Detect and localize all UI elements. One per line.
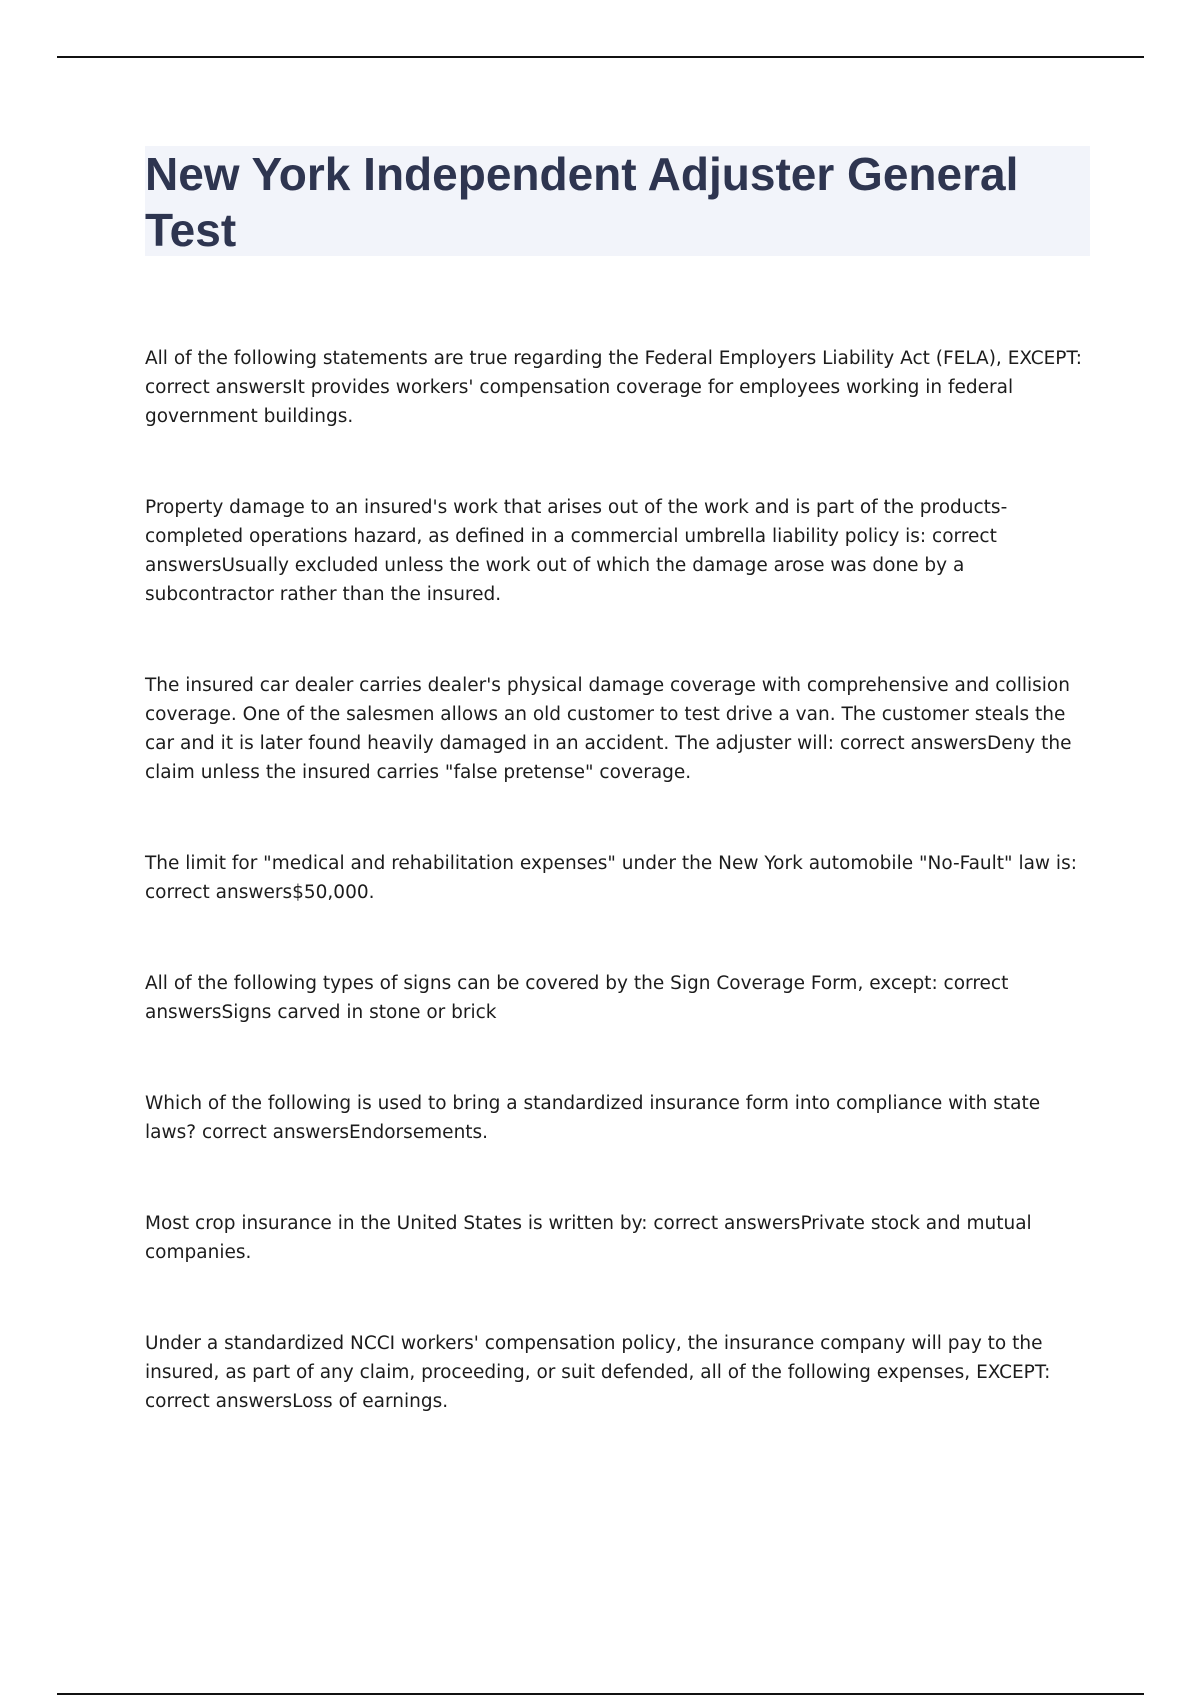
- question-answer-item: All of the following types of signs can be covered by the Sign Coverage Form, except: correct answersSigns carved in stone or brick: [145, 973, 1009, 1023]
- question-list: [145, 344, 1095, 1416]
- question-answer-item: The limit for "medical and rehabilitation expenses" under the New York automobile "No-Fault" law is: correct answers$50,000.: [145, 853, 1077, 903]
- question-answer-item: Which of the following is used to bring a standardized insurance form into compliance with state laws? correct answersEndorsements.: [145, 1093, 1041, 1143]
- question-answer-item: Property damage to an insured's work that arises out of the work and is part of the products-completed operations hazard, as defined in a commercial umbrella liability policy is: correct answersUsually excluded unless the work out of which the damage arose was done by a subcontractor rather than the insured.: [145, 497, 1008, 605]
- top-divider: [57, 56, 1144, 58]
- page-title: New York Independent Adjuster General Test: [145, 148, 1019, 256]
- question-answer-item: All of the following statements are true regarding the Federal Employers Liability Act (FELA), EXCEPT: correct answersIt provides workers' compensation coverage for employees working in federal government buildings.: [145, 348, 1082, 427]
- bottom-divider: [57, 1693, 1144, 1695]
- question-answer-item: The insured car dealer carries dealer's physical damage coverage with comprehensive and collision coverage. One of the salesmen allows an old customer to test drive a van. The customer steals the car and it is later found heavily damaged in an accident. The adjuster will: correct answersDeny the claim unless the insured carries "false pretense" coverage.: [145, 675, 1072, 783]
- question-answer-item: Under a standardized NCCI workers' compensation policy, the insurance company will pay to the insured, as part of any claim, proceeding, or suit defended, all of the following expenses, EXCEPT: correct answersLoss of earnings.: [145, 1333, 1051, 1412]
- title-banner: [145, 146, 1090, 256]
- question-answer-item: Most crop insurance in the United States is written by: correct answersPrivate stock and mutual companies.: [145, 1213, 1032, 1263]
